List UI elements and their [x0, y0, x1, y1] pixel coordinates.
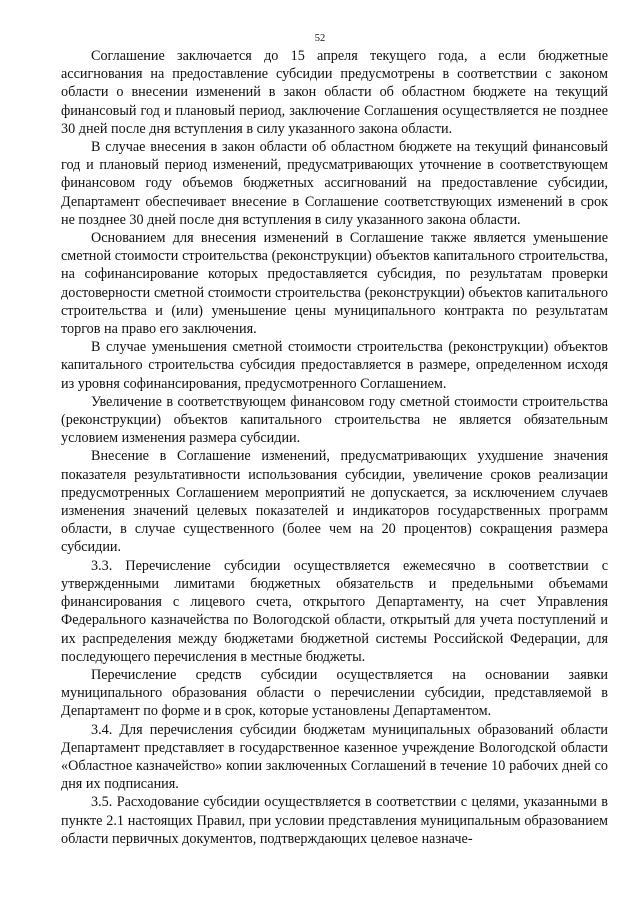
paragraph: Перечисление средств субсидии осуществляется на основании заявки муниципального образования области о перечислении субсидии, представляемой в Департамент по форме и в срок, которые установлены Департаментом.: [61, 666, 608, 720]
paragraph: В случае уменьшения сметной стоимости строительства (реконструкции) объектов капитального строительства субсидия предоставляется в размере, определенном исходя из уровня софинансирования, предусмотренного Соглашением.: [61, 339, 608, 392]
paragraph: Основанием для внесения изменений в Соглашение также является уменьшение сметной стоимости строительства (реконструкции) объектов капитального строительства, на софинансирование которых предоставляется субсидия, по результатам проверки достоверности сметной стоимости строительства (реконструкции) объектов капитального строительства и (или) уменьшение цены муниципального контракта по результатам торгов на право его заключения.: [61, 230, 608, 338]
document-body: [61, 47, 608, 848]
paragraph: 3.3. Перечисление субсидии осуществляется ежемесячно в соответствии с утвержденными лимитами бюджетных обязательств и предельными объемами финансирования с лицевого счета, открытого Департаменту, на счет Управления Федерального казначейства по Вологодской области, открытый для учета поступлений и их распределения между бюджетами бюджетной системы Российской Федерации, для последующего перечисления в местные бюджеты.: [61, 557, 608, 665]
paragraph: 3.5. Расходование субсидии осуществляется в соответствии с целями, указанными в пункте 2.1 настоящих Правил, при условии представления муниципальным образованием области первичных документов, подтверждающих целевое назначе-: [61, 794, 608, 847]
paragraph: Внесение в Соглашение изменений, предусматривающих ухудшение значения показателя результативности использования субсидии, увеличение сроков реализации предусмотренных Соглашением мероприятий не допускается, за исключением случаев изменения значений целевых показателей и индикаторов государственных программ области, в случае существенного (более чем на 20 процентов) сокращения размера субсидии.: [61, 448, 608, 556]
page-number: 52: [314, 33, 326, 44]
paragraph: Соглашение заключается до 15 апреля текущего года, а если бюджетные ассигнования на предоставление субсидии предусмотрены в соответствии с законом области о внесении изменений в закон области об областном бюджете на текущий финансовый год и плановый период, заключение Соглашения осуществляется не позднее 30 дней после дня вступления в силу указанного закона области.: [61, 48, 608, 137]
paragraph: Увеличение в соответствующем финансовом году сметной стоимости строительства (реконструкции) объектов капитального строительства не является обязательным условием изменения размера субсидии.: [61, 393, 608, 447]
paragraph: В случае внесения в закон области об областном бюджете на текущий финансовый год и плановый период изменений, предусматривающих уточнение в соответствующем финансовом году объемов бюджетных ассигнований на предоставление субсидии, Департамент обеспечивает внесение в Соглашение соответствующих изменений в срок не позднее 30 дней после дня вступления в силу указанного закона области.: [61, 139, 608, 228]
paragraph: 3.4. Для перечисления субсидии бюджетам муниципальных образований области Департамент представляет в государственное казенное учреждение Вологодской области «Областное казначейство» копии заключенных Соглашений в течение 10 рабочих дней со дня их подписания.: [61, 721, 608, 793]
